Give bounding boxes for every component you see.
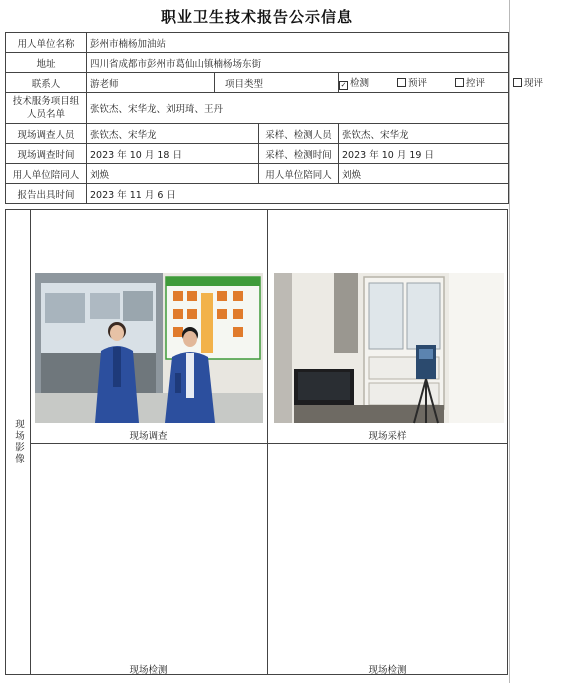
project-type-option	[513, 75, 571, 89]
checkbox-icon[interactable]	[455, 78, 464, 87]
escort2-value: 刘焕	[339, 164, 509, 184]
project-type-label: 项目类型	[225, 78, 264, 90]
checkbox-checked-icon[interactable]: ✓	[340, 81, 347, 89]
team-value: 张钦杰、宋华龙、刘玥琦、王丹	[87, 93, 509, 124]
row-report-date	[6, 184, 509, 204]
employer-value: 彭州市楠杨加油站	[87, 33, 509, 53]
sampling-caption: 现场采样	[368, 431, 407, 442]
team-label-line1: 技术服务项目组	[12, 96, 80, 107]
info-table	[5, 32, 544, 204]
checkbox-icon[interactable]	[513, 78, 522, 87]
detection-caption-right: 现场检测	[368, 665, 407, 676]
row-team	[6, 93, 509, 124]
site-media-section	[5, 209, 508, 675]
survey-time-value: 2023 年 10 月 18 日	[87, 144, 259, 164]
project-type-option	[339, 75, 397, 90]
detection-caption-left: 现场检测	[129, 665, 168, 676]
survey-people-value: 张钦杰、宋华龙	[87, 124, 259, 144]
page-edge	[509, 0, 510, 683]
report-date-label: 报告出具时间	[6, 184, 87, 204]
contact-label: 联系人	[6, 73, 87, 93]
page-title: 职业卫生技术报告公示信息	[160, 8, 353, 26]
report-date-value: 2023 年 11 月 6 日	[87, 184, 509, 204]
divider-vertical	[267, 210, 268, 674]
sampling-time-value: 2023 年 10 月 19 日	[339, 144, 509, 164]
team-label	[6, 93, 87, 124]
divider-horizontal	[30, 443, 507, 444]
project-type-option-label: 预评	[408, 78, 428, 89]
sampling-people-value: 张钦杰、宋华龙	[339, 124, 509, 144]
project-type-option-label: 现评	[524, 78, 544, 89]
survey-photo-art	[35, 273, 263, 423]
row-contact	[6, 73, 509, 93]
project-type-option-label: 检测	[350, 78, 370, 89]
project-type-options	[339, 73, 544, 93]
address-value: 四川省成都市彭州市葛仙山镇楠杨场东街	[87, 53, 509, 73]
sampling-people-label: 采样、检测人员	[259, 124, 339, 144]
sampling-photo-art	[274, 273, 504, 423]
survey-caption: 现场调查	[129, 431, 168, 442]
team-label-line2: 人员名单	[26, 109, 65, 120]
row-employer	[6, 33, 509, 53]
checkbox-icon[interactable]	[397, 78, 406, 87]
sampling-photo	[274, 273, 504, 423]
row-survey-people	[6, 124, 509, 144]
project-type-option	[455, 75, 513, 89]
escort-label: 用人单位陪同人	[6, 164, 87, 184]
sampling-time-label: 采样、检测时间	[259, 144, 339, 164]
escort2-label: 用人单位陪同人	[259, 164, 339, 184]
site-images-label: 现场影像	[6, 210, 31, 674]
contact-value: 游老师	[87, 73, 215, 93]
row-address	[6, 53, 509, 73]
survey-time-label: 现场调查时间	[6, 144, 87, 164]
row-times	[6, 144, 509, 164]
escort-value: 刘焕	[87, 164, 259, 184]
employer-label: 用人单位名称	[6, 33, 87, 53]
survey-photo	[35, 273, 263, 423]
project-type-option-label: 控评	[466, 78, 486, 89]
address-label: 地址	[6, 53, 87, 73]
row-escort	[6, 164, 509, 184]
project-type-option	[397, 75, 455, 89]
survey-people-label: 现场调查人员	[6, 124, 87, 144]
